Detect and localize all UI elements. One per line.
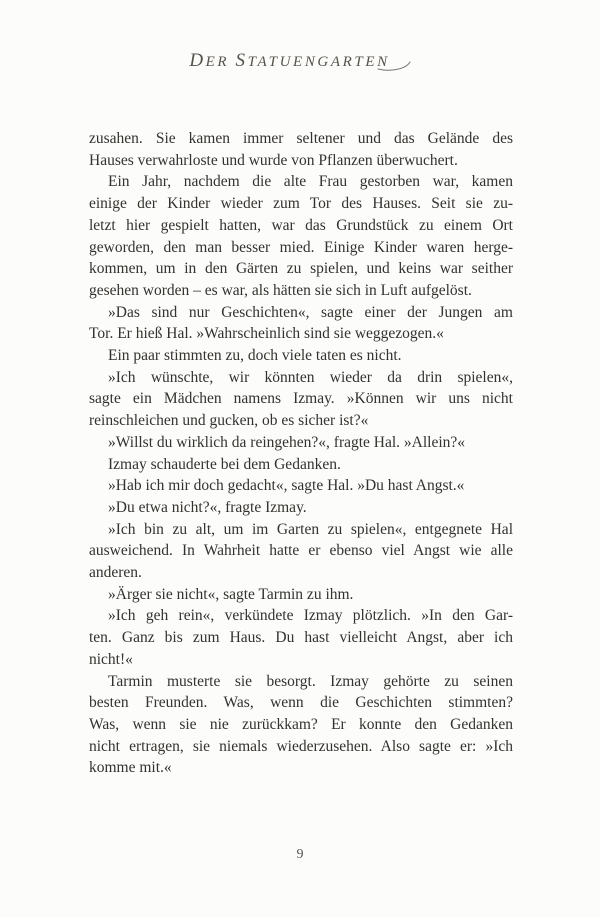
text-line: letzt hier gespielt hatten, war das Grundstück zu einem Ort: [89, 216, 513, 234]
text-line: reinschleichen und gucken, ob es sicher ist?«: [89, 412, 369, 430]
text-line: sagte ein Mädchen namens Izmay. »Können wir uns nicht: [89, 390, 513, 408]
paragraph: [89, 367, 513, 432]
text-line: Hauses verwahrloste und wurde von Pflanzen überwuchert.: [89, 151, 458, 169]
page-footer: [0, 845, 600, 863]
text-line: »Ich geh rein«, verkündete Izmay plötzlich. »In den Gar-: [108, 607, 513, 625]
text-line: einige der Kinder wieder zum Tor des Hauses. Seit sie zu-: [89, 195, 513, 213]
text-line: »Hab ich mir doch gedacht«, sagte Hal. »Du hast Angst.«: [108, 477, 465, 495]
text-line: geworden, den man besser mied. Einige Kinder waren herge-: [89, 238, 513, 256]
text-line: »Willst du wirklich da reingehen?«, fragte Hal. »Allein?«: [108, 433, 466, 451]
text-line: Izmay schauderte bei dem Gedanken.: [108, 455, 341, 473]
paragraph: [89, 584, 513, 606]
text-line: Ein paar stimmten zu, doch viele taten es nicht.: [108, 347, 402, 365]
text-line: »Ich bin zu alt, um im Garten zu spielen«, entgegnete Hal: [108, 520, 513, 538]
text-line: gesehen worden – es war, als hätten sie sich in Luft aufgelöst.: [89, 281, 472, 299]
text-line: »Das sind nur Geschichten«, sagte einer der Jungen am: [108, 303, 513, 321]
paragraph: [89, 128, 513, 171]
paragraph: [89, 302, 513, 345]
chapter-header: [0, 50, 600, 73]
text-line: ausweichend. In Wahrheit hatte er ebenso viel Angst wie alle: [89, 542, 513, 560]
page-number: 9: [296, 847, 304, 862]
paragraph: [89, 605, 513, 670]
text-line: Tor. Er hieß Hal. »Wahrscheinlich sind sie weggezogen.«: [89, 325, 444, 343]
chapter-title: DER STATUENGARTEN: [189, 50, 390, 71]
text-line: Tarmin musterte sie besorgt. Izmay gehörte zu seinen: [108, 672, 513, 690]
text-line: besten Freunden. Was, wenn die Geschichten stimmten?: [89, 694, 513, 712]
text-line: Was, wenn sie nie zurückkam? Er konnte den Gedanken: [89, 715, 513, 733]
text-line: »Du etwa nicht?«, fragte Izmay.: [108, 498, 307, 516]
text-line: »Ich wünschte, wir könnten wieder da drin spielen«,: [108, 368, 513, 386]
text-line: »Ärger sie nicht«, sagte Tarmin zu ihm.: [108, 585, 354, 603]
text-line: kommen, um in den Gärten zu spielen, und keins war seither: [89, 260, 513, 278]
text-line: ten. Ganz bis zum Haus. Du hast vielleicht Angst, aber ich: [89, 629, 513, 647]
text-line: zusahen. Sie kamen immer seltener und das Gelände des: [89, 130, 513, 147]
title-swash-flourish: [377, 61, 411, 73]
text-block: [89, 128, 513, 779]
paragraph: [89, 671, 513, 780]
paragraph: [89, 519, 513, 584]
paragraph: [89, 454, 513, 476]
text-line: Ein Jahr, nachdem die alte Frau gestorben war, kamen: [108, 173, 513, 191]
paragraph: [89, 432, 513, 454]
text-line: nicht!«: [89, 650, 133, 668]
title-initial-letter: S: [235, 50, 248, 71]
paragraph: [89, 345, 513, 367]
text-line: anderen.: [89, 564, 142, 582]
paragraph: [89, 497, 513, 519]
text-line: nicht ertragen, sie niemals wiederzusehen. Also sagte er: »Ich: [89, 737, 513, 755]
paragraph: [89, 475, 513, 497]
title-initial-letter: D: [189, 50, 206, 71]
text-line: komme mit.«: [89, 759, 172, 777]
paragraph: [89, 171, 513, 301]
